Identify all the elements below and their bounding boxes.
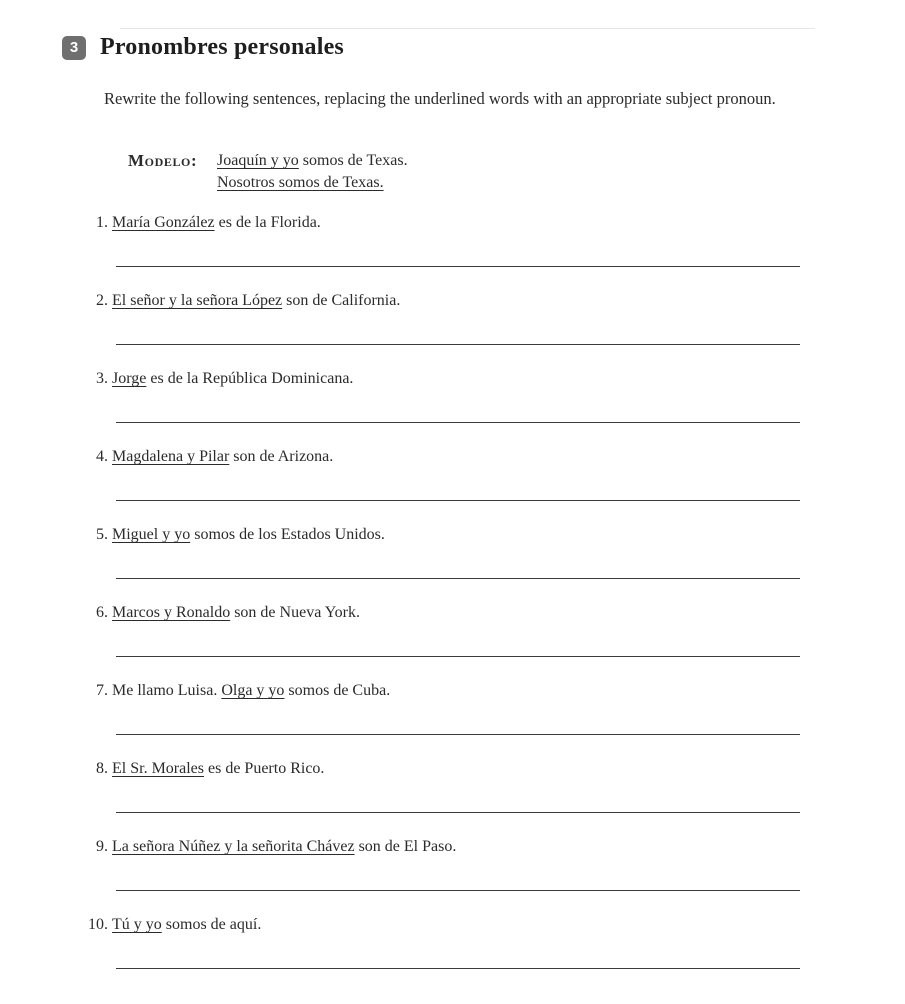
item-number: 8. bbox=[96, 760, 108, 777]
item-sentence-rest: son de California. bbox=[282, 292, 401, 309]
item-sentence-rest: somos de los Estados Unidos. bbox=[190, 526, 385, 543]
answer-line[interactable] bbox=[116, 656, 800, 657]
answer-line[interactable] bbox=[116, 344, 800, 345]
item-number: 6. bbox=[96, 604, 108, 621]
item-underlined-words: María González bbox=[112, 214, 215, 231]
item-sentence bbox=[112, 682, 390, 700]
modelo-underlined-words: Joaquín y yo bbox=[217, 152, 299, 169]
item-number: 3. bbox=[96, 370, 108, 387]
item-sentence bbox=[112, 292, 400, 310]
exercise-item bbox=[0, 908, 905, 986]
item-number: 2. bbox=[96, 292, 108, 309]
modelo-sentence-rest: somos de Texas. bbox=[298, 152, 408, 169]
exercise-item bbox=[0, 440, 905, 518]
item-number: 9. bbox=[96, 838, 108, 855]
item-sentence-rest: son de Arizona. bbox=[229, 448, 334, 465]
item-sentence-rest: es de la Florida. bbox=[214, 214, 321, 231]
item-sentence bbox=[112, 916, 261, 934]
item-number: 5. bbox=[96, 526, 108, 543]
item-sentence bbox=[112, 838, 456, 856]
answer-line[interactable] bbox=[116, 500, 800, 501]
item-number: 10. bbox=[88, 916, 108, 933]
item-underlined-words: El señor y la señora López bbox=[112, 292, 283, 309]
answer-line[interactable] bbox=[116, 890, 800, 891]
exercise-item bbox=[0, 284, 905, 362]
answer-line[interactable] bbox=[116, 578, 800, 579]
item-sentence-rest: son de Nueva York. bbox=[230, 604, 360, 621]
item-sentence-rest: es de Puerto Rico. bbox=[204, 760, 325, 777]
item-number: 7. bbox=[96, 682, 108, 699]
answer-line[interactable] bbox=[116, 422, 800, 423]
exercise-item bbox=[0, 518, 905, 596]
answer-line[interactable] bbox=[116, 734, 800, 735]
exercise-item bbox=[0, 206, 905, 284]
item-underlined-words: Marcos y Ronaldo bbox=[112, 604, 231, 621]
item-sentence bbox=[112, 604, 360, 622]
item-sentence-rest: somos de Cuba. bbox=[284, 682, 391, 699]
answer-line[interactable] bbox=[116, 812, 800, 813]
item-sentence-prefix: Me llamo Luisa. bbox=[112, 682, 222, 699]
answer-line[interactable] bbox=[116, 968, 800, 969]
item-underlined-words: Olga y yo bbox=[221, 682, 285, 699]
modelo-sentence bbox=[217, 150, 408, 172]
item-number: 4. bbox=[96, 448, 108, 465]
item-underlined-words: Magdalena y Pilar bbox=[112, 448, 230, 465]
exercise-item bbox=[0, 674, 905, 752]
item-sentence bbox=[112, 370, 353, 388]
item-sentence-rest: somos de aquí. bbox=[161, 916, 262, 933]
item-underlined-words: Tú y yo bbox=[112, 916, 162, 933]
top-rule bbox=[120, 28, 815, 29]
instructions: Rewrite the following sentences, replacing the underlined words with an appropriate subject pronoun. bbox=[104, 89, 776, 108]
section-title: Pronombres personales bbox=[100, 34, 344, 60]
item-underlined-words: La señora Núñez y la señorita Chávez bbox=[112, 838, 355, 855]
item-sentence-rest: es de la República Dominicana. bbox=[146, 370, 354, 387]
item-underlined-words: Miguel y yo bbox=[112, 526, 191, 543]
item-sentence bbox=[112, 760, 324, 778]
modelo-label: Modelo: bbox=[128, 151, 198, 170]
item-sentence bbox=[112, 526, 385, 544]
section-number-badge: 3 bbox=[62, 36, 86, 60]
item-sentence-rest: son de El Paso. bbox=[354, 838, 457, 855]
item-sentence bbox=[112, 214, 321, 232]
section-header bbox=[62, 34, 344, 61]
item-number: 1. bbox=[96, 214, 108, 231]
exercise-item bbox=[0, 830, 905, 908]
exercise-item bbox=[0, 362, 905, 440]
exercise-item bbox=[0, 596, 905, 674]
exercise-item bbox=[0, 752, 905, 830]
modelo-answer: Nosotros somos de Texas. bbox=[217, 174, 384, 191]
answer-line[interactable] bbox=[116, 266, 800, 267]
item-underlined-words: Jorge bbox=[112, 370, 147, 387]
item-underlined-words: El Sr. Morales bbox=[112, 760, 204, 777]
item-sentence bbox=[112, 448, 333, 466]
